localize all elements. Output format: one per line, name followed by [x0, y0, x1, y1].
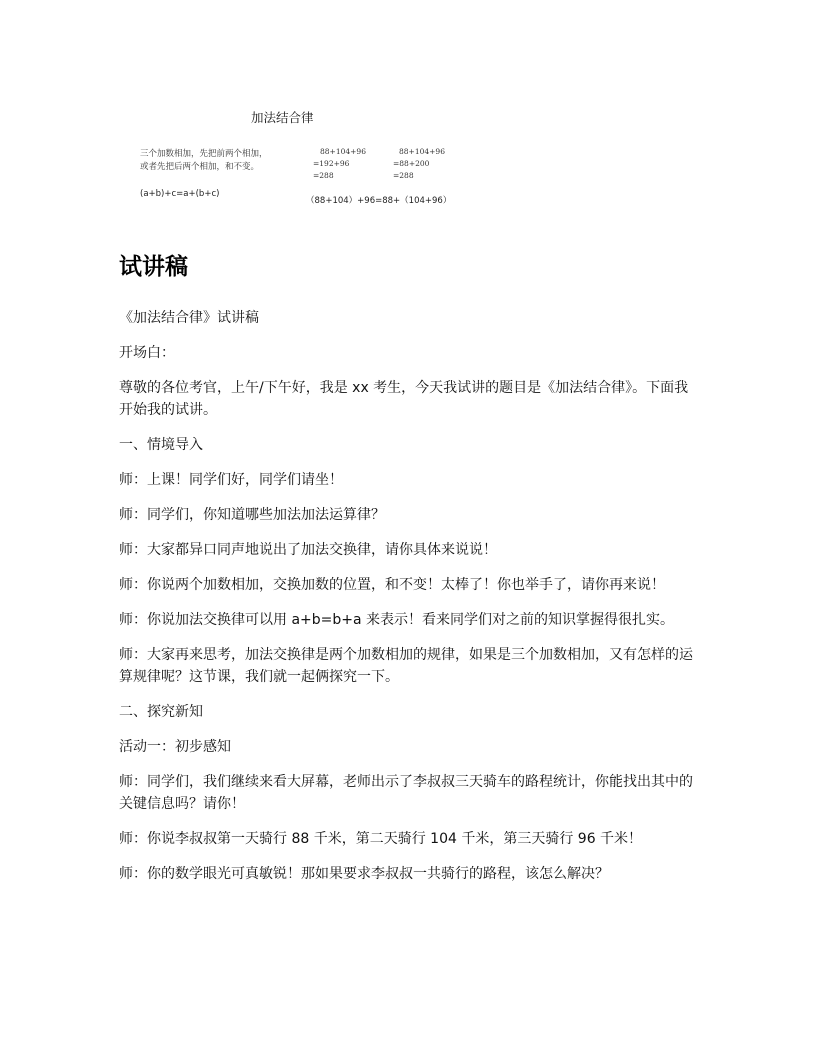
paragraph: 师：你说李叔叔第一天骑行 88 千米，第二天骑行 104 千米，第三天骑行 96 千米！: [119, 831, 643, 847]
paragraph: 师：你的数学眼光可真敏锐！那如果要求李叔叔一共骑行的路程，该怎么解决？: [119, 866, 609, 882]
paragraph: 师：上课！同学们好，同学们请坐！: [119, 472, 343, 488]
paragraph: 师：大家都异口同声地说出了加法交换律，请你具体来说说！: [119, 542, 497, 558]
paragraph: 师：你说加法交换律可以用 a+b=b+a 来表示！看来同学们对之前的知识掌握得很扎实。: [119, 612, 675, 628]
paragraph-opening-label: 开场白：: [119, 345, 175, 361]
rule-line-2: 或者先把后两个相加，和不变。: [140, 162, 260, 172]
document-body: [119, 307, 699, 898]
paragraph: 师：大家再来思考，加法交换律是两个加数相加的规律，如果是三个加数相加，又有怎样的运算规律呢？这节课，我们就一起俩探究一下。: [119, 647, 693, 685]
rule-line-1: 三个加数相加，先把前两个相加，: [140, 149, 268, 159]
rule-formula: (a+b)+c=a+(b+c): [140, 189, 220, 199]
calc-right-line-1: 88+104+96: [399, 147, 445, 156]
paragraph-greeting: 尊敬的各位考官，上午/下午好，我是 xx 考生，今天我试讲的题目是《加法结合律》。下面我开始我的试讲。: [119, 380, 689, 418]
paragraph: 师：你说两个加数相加，交换加数的位置，和不变！太棒了！你也举手了，请你再来说！: [119, 577, 665, 593]
document-heading: 试讲稿: [119, 254, 188, 280]
calc-right-line-2: =88+200: [393, 159, 430, 168]
lesson-figure: [0, 0, 816, 220]
paragraph-title: 《加法结合律》试讲稿: [119, 310, 259, 326]
section-heading-explore: 二、探究新知: [119, 704, 203, 720]
paragraph: 师：同学们，我们继续来看大屏幕，老师出示了李叔叔三天骑车的路程统计，你能找出其中的关键信息吗？请你！: [119, 774, 693, 812]
calc-left-line-2: =192+96: [313, 159, 350, 168]
activity-heading: 活动一：初步感知: [119, 739, 231, 755]
calc-left-line-3: =288: [313, 171, 334, 180]
equation: （88+104）+96=88+（104+96）: [306, 196, 452, 206]
calc-left-line-1: 88+104+96: [320, 147, 366, 156]
calc-right-line-3: =288: [393, 171, 414, 180]
section-heading-intro: 一、情境导入: [119, 437, 203, 453]
paragraph: 师：同学们，你知道哪些加法加法运算律？: [119, 507, 385, 523]
figure-title: 加法结合律: [251, 110, 314, 125]
